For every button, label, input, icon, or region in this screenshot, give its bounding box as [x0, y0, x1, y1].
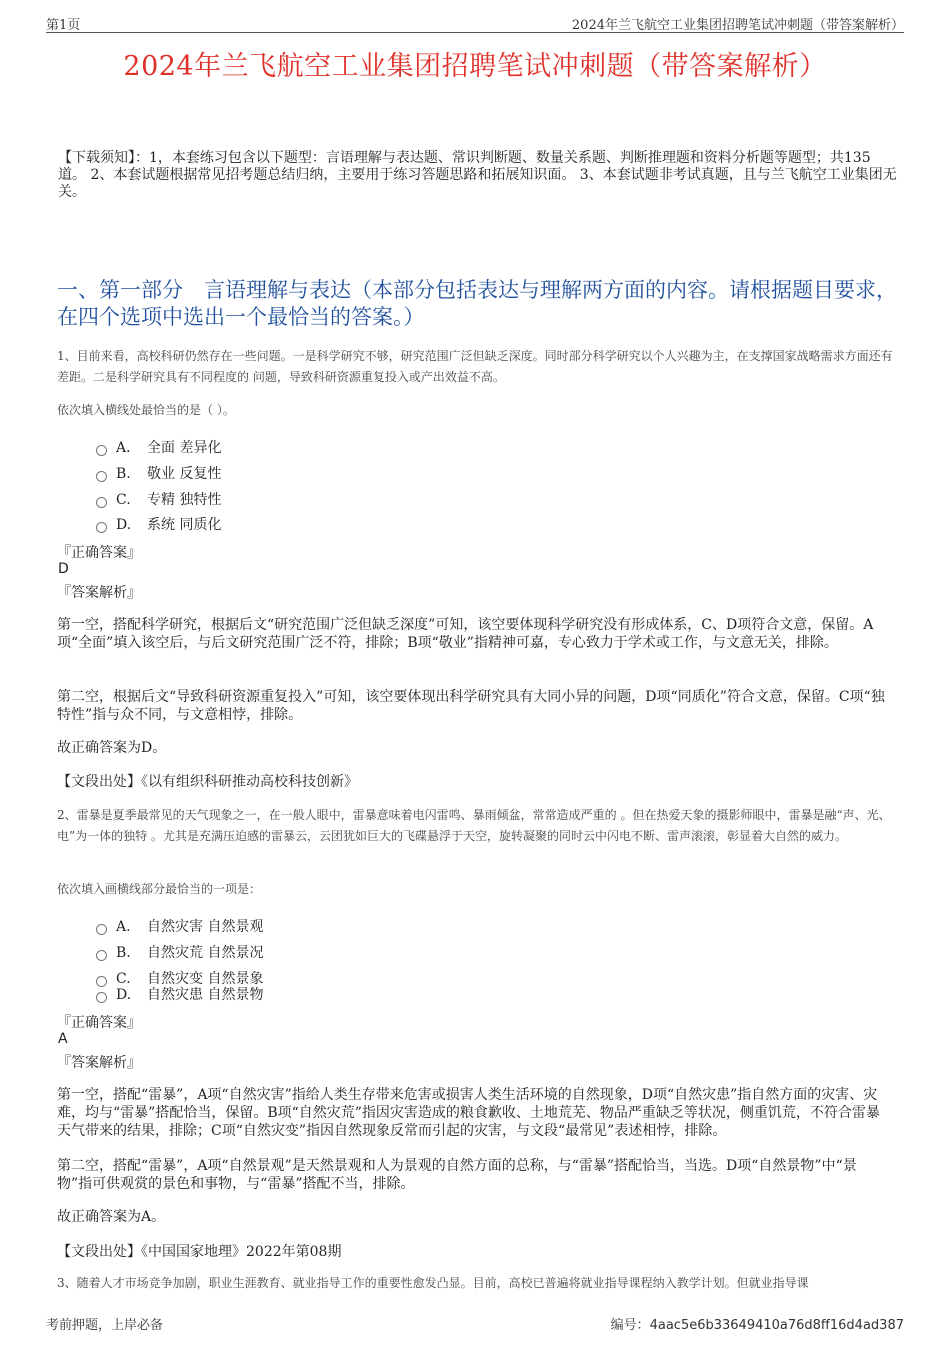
question-1-explanation-2: 第二空，根据后文“导致科研资源重复投入”可知，该空要体现出科学研究具有大同小异的问题，D项“同质化”符合文意，保留。C项“独特性”指与众不同，与文意相悖，排除。: [57, 689, 885, 723]
radio-icon[interactable]: [96, 445, 107, 456]
question-2-explanation-2: 第二空，搭配“雷暴”，A项“自然景观”是天然景观和人为景观的自然方面的总称，与“雷暴”搭配恰当，当选。D项“自然景物”中“景物”指可供观赏的景色和事物，与“雷暴”搭配不当，排除。: [57, 1158, 857, 1192]
question-2-answer: A: [58, 1031, 68, 1047]
page-number: 第1页: [46, 18, 81, 33]
radio-icon[interactable]: [96, 471, 107, 482]
download-notice: 【下载须知】：1，本套练习包含以下题型：言语理解与表达题、常识判断题、数量关系题、判断推理题和资料分析题等题型；共135道。 2、本套试题根据常见招考题总结归纳，主要用于练习答题思路和拓展知识面。 3、本套试题非考试真题，且与兰飞航空工业集团无关。: [58, 150, 897, 200]
header-divider: [46, 32, 904, 33]
radio-icon[interactable]: [96, 992, 107, 1003]
question-1-explanation-1: 第一空，搭配科学研究，根据后文“研究范围广泛但缺乏深度”可知，该空要体现科学研究没有形成体系，C、D项符合文意，保留。A项“全面”填入该空后，与后文研究范围广泛不符，排除；B项“敬业”指精神可嘉，专心致力于学术或工作，与文意无关，排除。: [57, 617, 874, 651]
question-1-prompt: 依次填入横线处最恰当的是（ ）。: [57, 403, 235, 417]
question-1-correct-label: 『正确答案』: [57, 545, 141, 561]
question-1-conclusion: 故正确答案为D。: [57, 740, 167, 756]
document-title: 2024年兰飞航空工业集团招聘笔试冲刺题（带答案解析）: [123, 51, 827, 82]
radio-icon[interactable]: [96, 522, 107, 533]
question-2-option-d[interactable]: D. 自然灾患 自然景物: [96, 984, 263, 1004]
question-1-option-c[interactable]: C. 专精 独特性: [96, 489, 221, 509]
question-1-answer: D: [58, 561, 69, 577]
question-2-prompt: 依次填入画横线部分最恰当的一项是：: [57, 882, 262, 896]
question-2-stem: 2、雷暴是夏季最常见的天气现象之一，在一般人眼中，雷暴意味着电闪雷鸣、暴雨倾盆，常常造成严重的 。但在热爱天象的摄影师眼中，雷暴是融“声、光、电”为一体的独特 。尤其是充满压迫感的雷暴云，云团犹如巨大的飞碟悬浮于天空，旋转凝聚的同时云中闪电不断、雷声滚滚，彰显着大自然的威力。: [57, 808, 891, 843]
running-header-title: 2024年兰飞航空工业集团招聘笔试冲刺题（带答案解析）: [571, 18, 904, 33]
question-1-source: 【文段出处】《以有组织科研推动高校科技创新》: [57, 774, 358, 790]
question-1-option-d[interactable]: D. 系统 同质化: [96, 514, 221, 534]
radio-icon[interactable]: [96, 497, 107, 508]
question-2-analysis-label: 『答案解析』: [57, 1055, 141, 1071]
question-2-correct-label: 『正确答案』: [57, 1015, 141, 1031]
footer-document-id: 编号：4aac5e6b33649410a76d8ff16d4ad387: [610, 1318, 904, 1333]
question-3-stem: 3、随着人才市场竞争加剧，职业生涯教育、就业指导工作的重要性愈发凸显。目前，高校已普遍将就业指导课程纳入教学计划。但就业指导课: [57, 1276, 809, 1290]
question-1-analysis-label: 『答案解析』: [57, 585, 141, 601]
question-2-source: 【文段出处】《中国国家地理》2022年第08期: [57, 1244, 342, 1260]
question-2-explanation-1: 第一空，搭配“雷暴”，A项“自然灾害”指给人类生存带来危害或损害人类生活环境的自然现象，D项“自然灾患”指自然方面的灾害、灾难，均与“雷暴”搭配恰当，保留。B项“自然灾荒”指因灾害造成的粮食歉收、土地荒芜、物品严重缺乏等状况，侧重饥荒，不符合雷暴天气带来的结果，排除；C项“自然灾变”指因自然现象反常而引起的灾害，与文段“最常见”表述相悖，排除。: [57, 1087, 880, 1139]
question-2-option-b[interactable]: B. 自然灾荒 自然景况: [96, 942, 263, 962]
footer-slogan: 考前押题，上岸必备: [46, 1318, 164, 1333]
section-heading: 一、第一部分 言语理解与表达（本部分包括表达与理解两方面的内容。请根据题目要求，在四个选项中选出一个最恰当的答案。）: [57, 278, 897, 329]
question-2-conclusion: 故正确答案为A。: [57, 1209, 166, 1225]
radio-icon[interactable]: [96, 950, 107, 961]
question-1-stem: 1、目前来看，高校科研仍然存在一些问题。一是科学研究不够，研究范围广泛但缺乏深度。同时部分科学研究以个人兴趣为主，在支撑国家战略需求方面还有差距。二是科学研究具有不同程度的 问题，导致科研资源重复投入或产出效益不高。: [57, 349, 893, 384]
question-2-option-a[interactable]: A. 自然灾害 自然景观: [96, 916, 263, 936]
question-2-option-c[interactable]: C. 自然灾变 自然景象: [96, 968, 263, 988]
question-1-option-b[interactable]: B. 敬业 反复性: [96, 463, 221, 483]
question-1-option-a[interactable]: A. 全面 差异化: [96, 437, 221, 457]
radio-icon[interactable]: [96, 924, 107, 935]
